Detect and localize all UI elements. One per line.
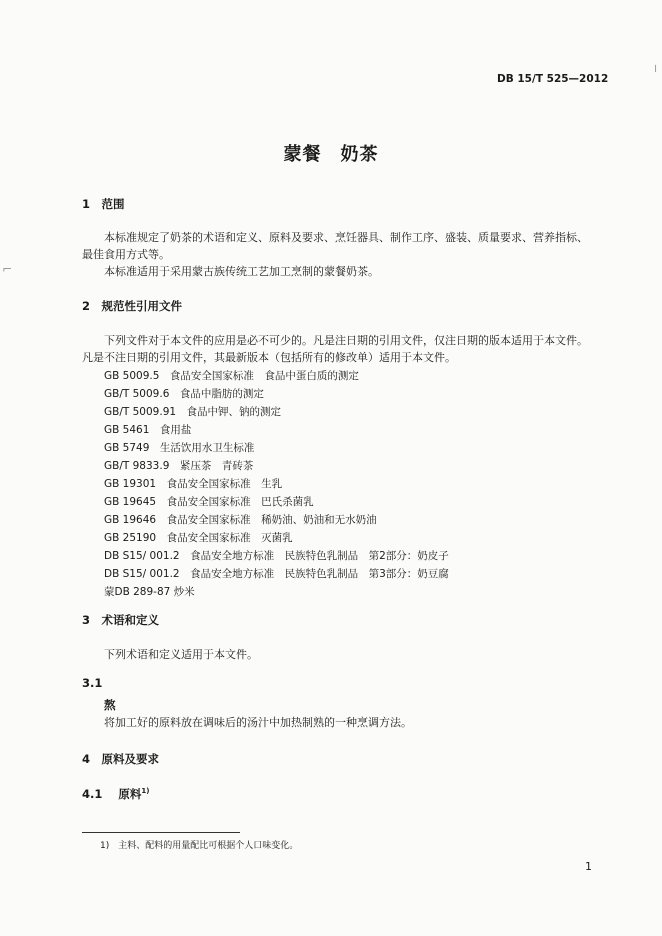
s3-intro: 下列术语和定义适用于本文件。: [104, 648, 258, 661]
section-1-heading: 1 范围: [82, 197, 125, 211]
s2-intro-1: 下列文件对于本文件的应用是必不可少的。凡是注日期的引用文件，仅注日期的版本适用于本文件。: [104, 334, 588, 347]
ref-item: GB 5009.5 食品安全国家标准 食品中蛋白质的测定: [104, 370, 359, 382]
subsection-number: 4.1: [82, 787, 103, 801]
ref-item: GB 5749 生活饮用水卫生标准: [104, 442, 255, 454]
s2-intro-2: 凡是不注日期的引用文件，其最新版本（包括所有的修改单）适用于本文件。: [82, 351, 456, 364]
ref-item: DB S15/ 001.2 食品安全地方标准 民族特色乳制品 第3部分：奶豆腐: [104, 568, 449, 580]
scan-mark-right: ╷: [652, 58, 660, 72]
section-2-heading: 2 规范性引用文件: [82, 299, 183, 313]
ref-item: 蒙DB 289-87 炒米: [104, 586, 195, 598]
subsection-4-1: [82, 786, 149, 802]
page-number: 1: [585, 860, 592, 873]
ref-item: GB 19301 食品安全国家标准 生乳: [104, 478, 283, 490]
term-number: 3.1: [82, 676, 103, 690]
section-4-heading: 4 原料及要求: [82, 752, 160, 766]
ref-item: GB 5461 食用盐: [104, 424, 192, 436]
footnote-divider: [82, 832, 240, 833]
s1-paragraph-2: 本标准适用于采用蒙古族传统工艺加工烹制的蒙餐奶茶。: [104, 265, 379, 278]
ref-item: GB 25190 食品安全国家标准 灭菌乳: [104, 532, 293, 544]
footnote-marker: 1): [141, 787, 150, 796]
subsection-title: 原料: [118, 787, 142, 801]
s1-paragraph-1: 本标准规定了奶茶的术语和定义、原料及要求、烹饪器具、制作工序、盛装、质量要求、营养指标、: [104, 231, 588, 244]
ref-item: DB S15/ 001.2 食品安全地方标准 民族特色乳制品 第2部分：奶皮子: [104, 550, 449, 562]
document-title: 蒙餐 奶茶: [283, 144, 379, 165]
footnote: 1) 主料、配料的用量配比可根据个人口味变化。: [100, 841, 299, 851]
standard-code: DB 15/T 525—2012: [497, 73, 609, 85]
ref-item: GB 19646 食品安全国家标准 稀奶油、奶油和无水奶油: [104, 514, 377, 526]
ref-item: GB/T 5009.91 食品中钾、钠的测定: [104, 406, 282, 418]
term-name: 熬: [104, 698, 116, 712]
scan-mark-left: ⌐: [2, 262, 13, 276]
s1-paragraph-1-cont: 最佳食用方式等。: [82, 248, 170, 261]
term-definition: 将加工好的原料放在调味后的汤汁中加热制熟的一种烹调方法。: [104, 716, 412, 729]
ref-item: GB 19645 食品安全国家标准 巴氏杀菌乳: [104, 496, 314, 508]
section-3-heading: 3 术语和定义: [82, 613, 160, 627]
ref-item: GB/T 5009.6 食品中脂肪的测定: [104, 388, 264, 400]
ref-item: GB/T 9833.9 紧压茶 青砖茶: [104, 460, 254, 472]
